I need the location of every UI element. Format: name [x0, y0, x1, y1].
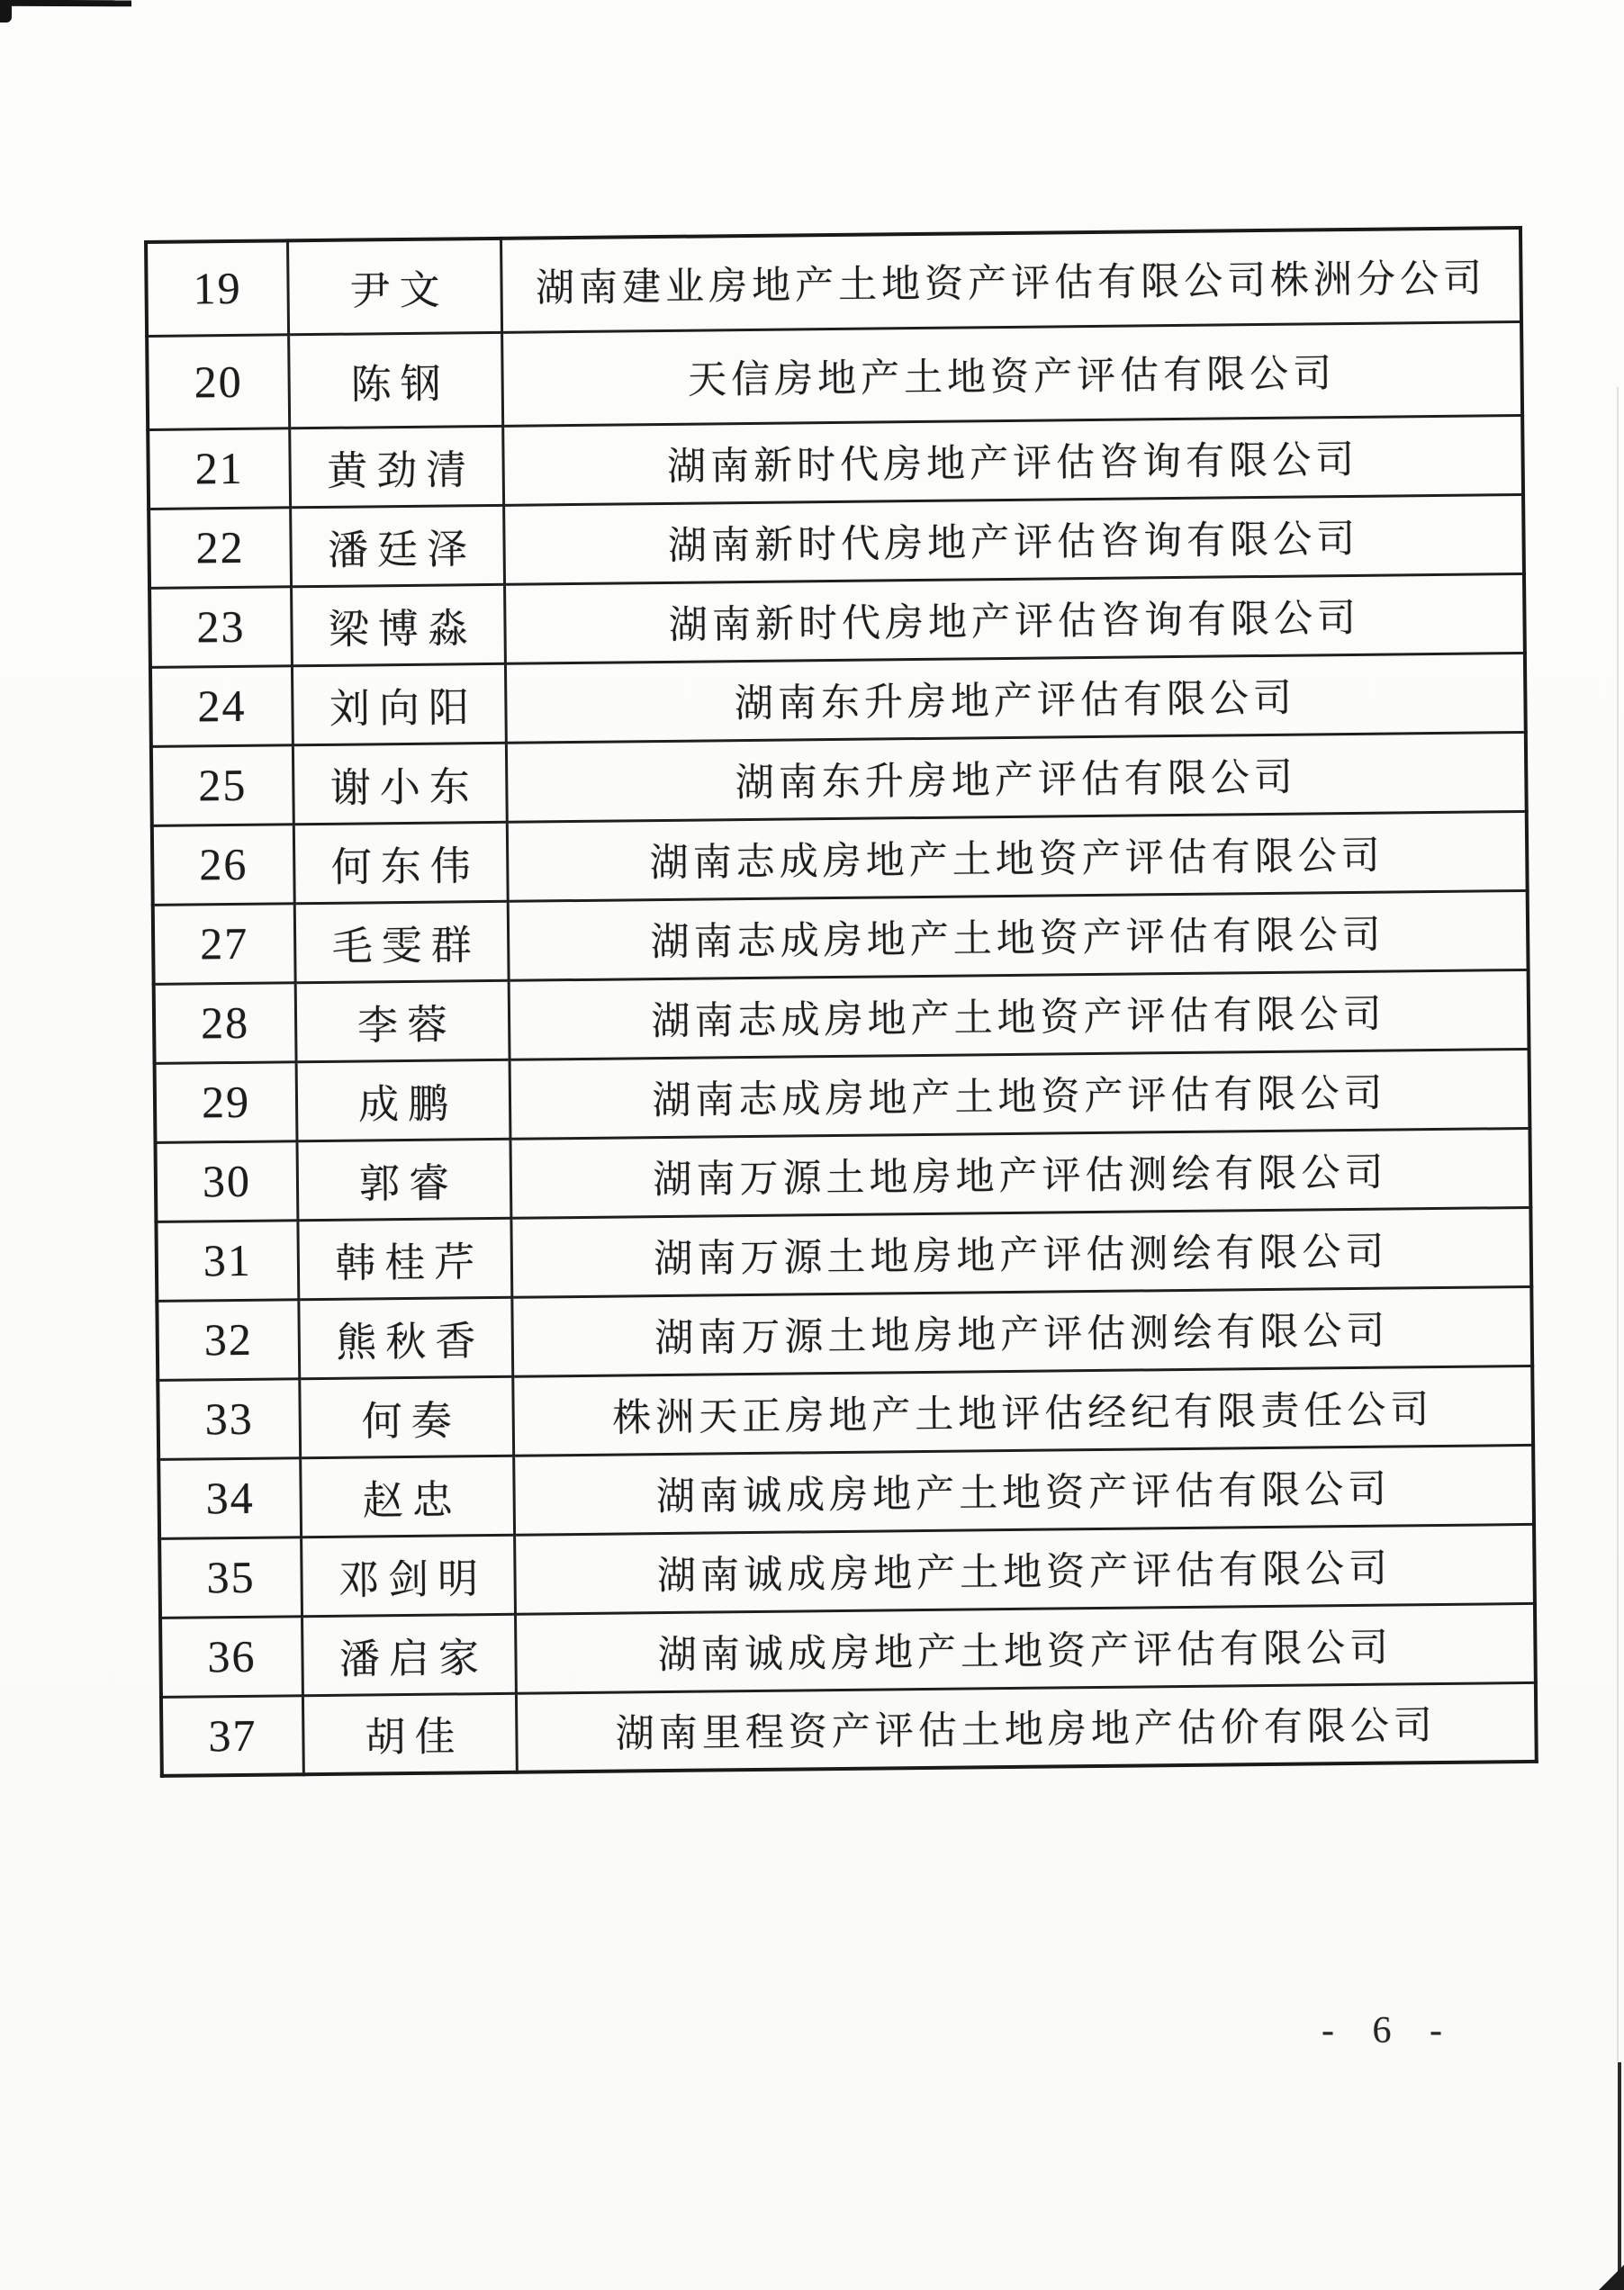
- scan-artifact-top-edge: [0, 0, 131, 6]
- table-row: [158, 1445, 1534, 1538]
- table-row: [150, 653, 1526, 746]
- row-number-cell: 31: [156, 1220, 298, 1301]
- person-name-cell: 毛雯群: [294, 901, 509, 982]
- company-name-cell: 湖南诚成房地产土地资产评估有限公司: [515, 1524, 1535, 1614]
- person-name-cell: 胡佳: [302, 1693, 517, 1774]
- scan-artifact-corner-fold: [1599, 2265, 1624, 2290]
- company-name-cell: 湖南诚成房地产土地资产评估有限公司: [516, 1603, 1536, 1693]
- person-name-cell: 谢小东: [293, 743, 507, 824]
- row-number-cell: 33: [158, 1378, 300, 1459]
- table-row: [156, 1207, 1531, 1301]
- table-row: [152, 811, 1528, 905]
- table-row: [159, 1524, 1535, 1618]
- company-name-cell: 湖南诚成房地产土地资产评估有限公司: [514, 1445, 1534, 1535]
- person-name-cell: 李蓉: [295, 980, 510, 1061]
- row-number-cell: 29: [155, 1061, 297, 1142]
- row-number-cell: 28: [154, 982, 296, 1063]
- table-row: [151, 732, 1527, 825]
- page-number: - 6 -: [1322, 2010, 1457, 2051]
- person-name-cell: 刘向阳: [292, 663, 506, 744]
- row-number-cell: 36: [160, 1616, 302, 1697]
- table-row: [160, 1603, 1536, 1697]
- row-number-cell: 32: [157, 1299, 299, 1380]
- roster-table-body: [146, 228, 1537, 1776]
- row-number-cell: 35: [159, 1537, 302, 1618]
- company-name-cell: 湖南万源土地房地产评估测绘有限公司: [510, 1128, 1530, 1218]
- row-number-cell: 19: [146, 240, 289, 336]
- scan-artifact-page-edge-line: [1617, 387, 1619, 2061]
- row-number-cell: 21: [148, 428, 290, 509]
- person-name-cell: 尹文: [288, 239, 502, 334]
- company-name-cell: 湖南志成房地产土地资产评估有限公司: [508, 890, 1528, 980]
- person-name-cell: 赵忠: [301, 1456, 515, 1537]
- company-name-cell: 湖南万源土地房地产评估测绘有限公司: [512, 1286, 1532, 1376]
- person-name-cell: 潘启家: [302, 1614, 517, 1695]
- table-row: [149, 573, 1525, 667]
- row-number-cell: 30: [155, 1140, 297, 1222]
- person-name-cell: 陈钢: [289, 332, 503, 428]
- company-name-cell: 湖南志成房地产土地资产评估有限公司: [507, 811, 1527, 901]
- row-number-cell: 34: [158, 1457, 301, 1538]
- company-name-cell: 湖南东升房地产评估有限公司: [505, 653, 1525, 743]
- table-row: [147, 321, 1522, 429]
- row-number-cell: 27: [153, 903, 295, 984]
- table-row: [155, 1128, 1530, 1222]
- table-row: [158, 1366, 1533, 1459]
- company-name-cell: 湖南建业房地产土地资产评估有限公司株洲分公司: [501, 228, 1521, 332]
- table-row: [153, 890, 1529, 984]
- company-name-cell: 湖南新时代房地产评估咨询有限公司: [503, 415, 1523, 505]
- table-row: [157, 1286, 1532, 1380]
- table-row: [146, 228, 1521, 336]
- table-row: [161, 1682, 1537, 1776]
- row-number-cell: 26: [152, 824, 294, 905]
- row-number-cell: 22: [149, 507, 291, 588]
- table-row: [149, 494, 1524, 588]
- row-number-cell: 23: [149, 586, 292, 667]
- person-name-cell: 黄劲清: [290, 426, 504, 507]
- table-row: [155, 1049, 1530, 1142]
- row-number-cell: 24: [150, 665, 293, 746]
- company-name-cell: 湖南东升房地产评估有限公司: [506, 732, 1526, 822]
- company-name-cell: 湖南万源土地房地产评估测绘有限公司: [511, 1207, 1531, 1297]
- row-number-cell: 37: [161, 1695, 303, 1776]
- row-number-cell: 20: [147, 334, 290, 429]
- company-name-cell: 湖南新时代房地产评估咨询有限公司: [504, 494, 1524, 584]
- roster-table-wrapper: [144, 226, 1538, 1778]
- person-name-cell: 成鹏: [296, 1059, 510, 1140]
- table-row: [154, 969, 1529, 1063]
- scan-artifact-top-corner: [0, 0, 12, 23]
- company-name-cell: 湖南志成房地产土地资产评估有限公司: [510, 1049, 1529, 1139]
- company-name-cell: 湖南里程资产评估土地房地产估价有限公司: [516, 1682, 1536, 1772]
- roster-table: [144, 226, 1538, 1778]
- person-name-cell: 郭睿: [297, 1139, 511, 1220]
- company-name-cell: 株洲天正房地产土地评估经纪有限责任公司: [513, 1366, 1533, 1456]
- row-number-cell: 25: [151, 744, 293, 825]
- person-name-cell: 梁博淼: [292, 584, 506, 665]
- person-name-cell: 何东伟: [293, 822, 508, 903]
- person-name-cell: 韩桂芹: [298, 1218, 512, 1299]
- table-row: [148, 415, 1523, 509]
- person-name-cell: 邓剑明: [302, 1535, 516, 1616]
- company-name-cell: 湖南志成房地产土地资产评估有限公司: [509, 969, 1529, 1059]
- person-name-cell: 潘廷泽: [291, 505, 505, 586]
- person-name-cell: 熊秋香: [299, 1297, 513, 1378]
- company-name-cell: 天信房地产土地资产评估有限公司: [502, 321, 1523, 426]
- scan-artifact-right-edge: [1618, 2062, 1621, 2290]
- company-name-cell: 湖南新时代房地产评估咨询有限公司: [505, 573, 1525, 663]
- person-name-cell: 何奏: [300, 1376, 514, 1457]
